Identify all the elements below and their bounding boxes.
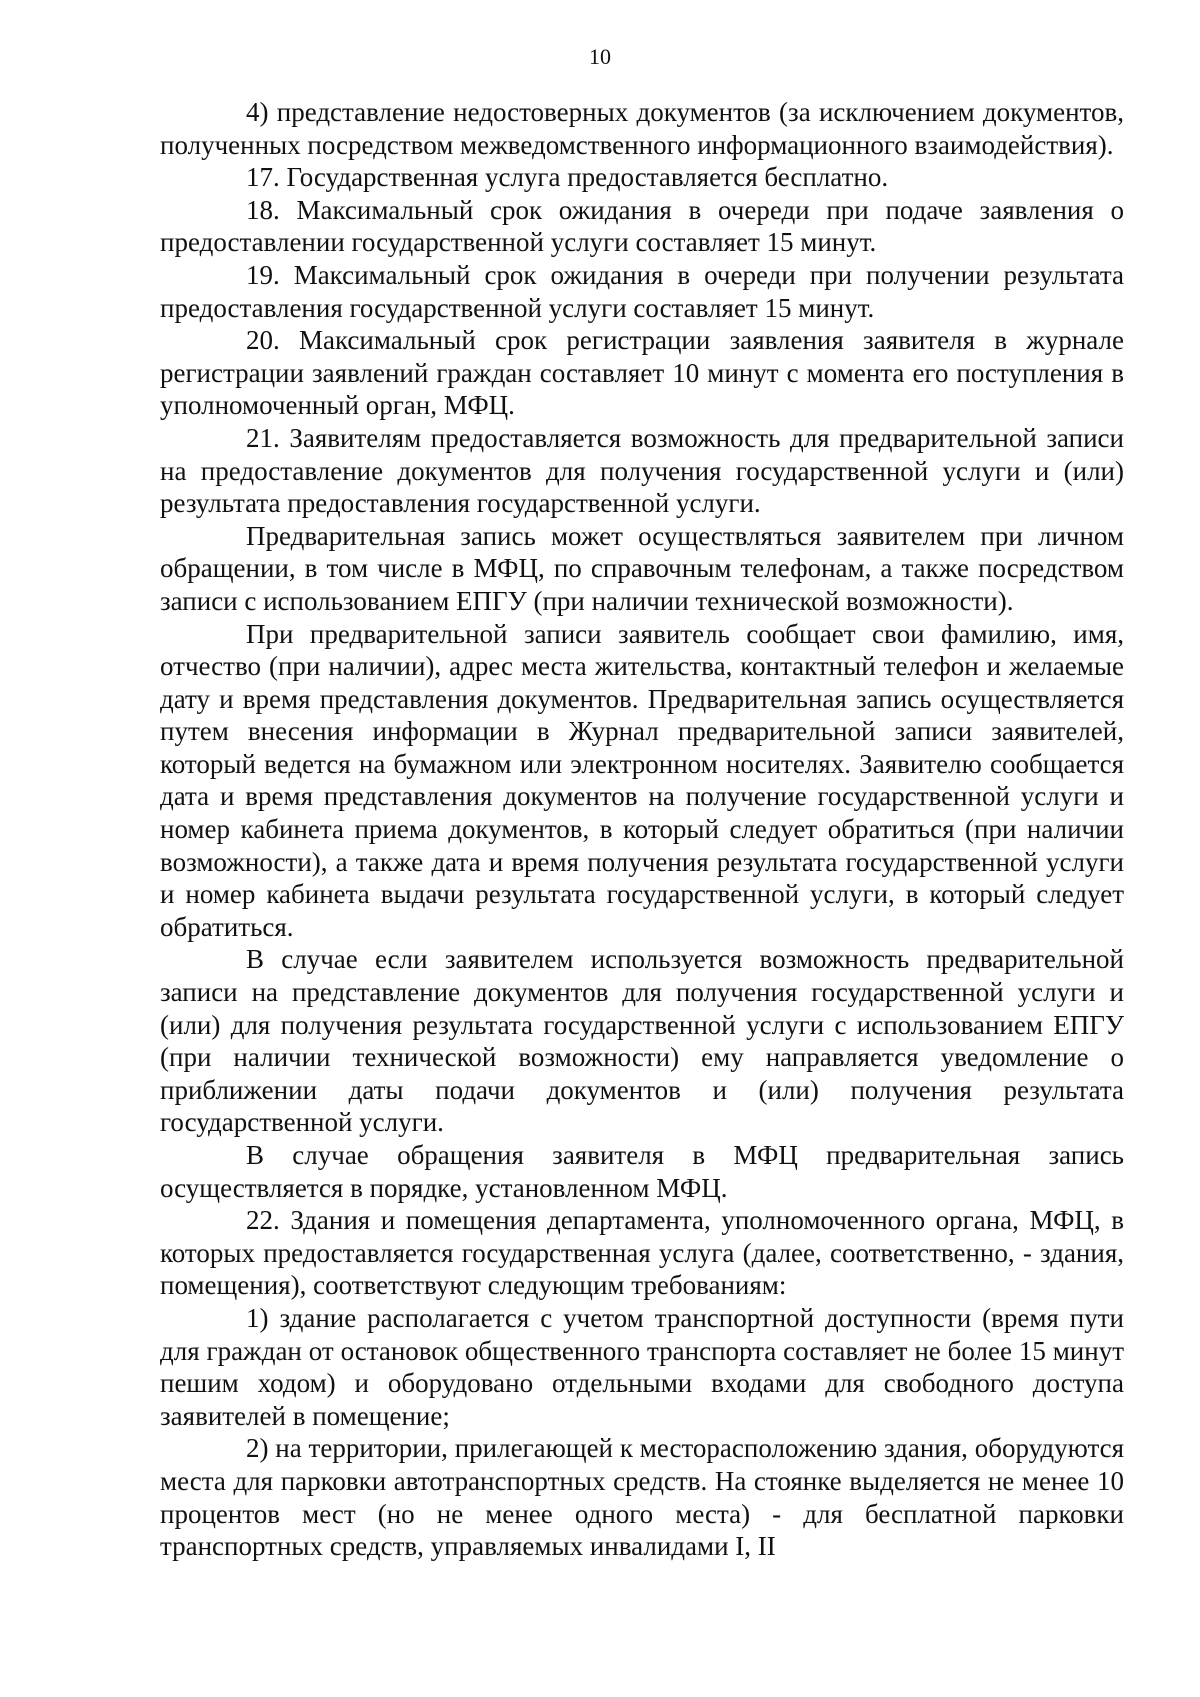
paragraph-pre-registration-procedure: При предварительной записи заявитель сообщает свои фамилию, имя, отчество (при наличии), адрес места жительства, контактный телефон и желаемые дату и время представления документов. Предварительная запись осуществляется путем внесения информации в Журнал предварительной записи заявителей, который ведется на бумажном или электронном носителях. Заявителю сообщается дата и время представления документов на получение государственной услуги и номер кабинета приема документов, в который следует обратиться (при наличии возможности), а также дата и время получения результата государственной услуги и номер кабинета выдачи результата государственной услуги, в который следует обратиться.: [160, 618, 1124, 942]
paragraph-requirement-1: 1) здание располагается с учетом транспортной доступности (время пути для граждан от остановок общественного транспорта составляет не более 15 минут пешим ходом) и оборудовано отдельными входами для свободного доступа заявителей в помещение;: [160, 1302, 1124, 1431]
paragraph-20-registration-time: 20. Максимальный срок регистрации заявления заявителя в журнале регистрации заявлений граждан составляет 10 минут с момента его поступления в уполномоченный орган, МФЦ.: [160, 325, 1124, 421]
paragraph-epgu-notification: В случае если заявителем используется возможность предварительной записи на представление документов для получения государственной услуги и (или) для получения результата государственной услуги с использованием ЕПГУ (при наличии технической возможности) ему направляется уведомление о приближении даты подачи документов и (или) получения результата государственной услуги.: [160, 944, 1124, 1138]
document-body: [160, 96, 1124, 1563]
paragraph-item-4: 4) представление недостоверных документов (за исключением документов, полученных посредством межведомственного информационного взаимодействия).: [160, 97, 1124, 160]
paragraph-pre-registration-methods: Предварительная запись может осуществляться заявителем при личном обращении, в том числе в МФЦ, по справочным телефонам, а также посредством записи с использованием ЕПГУ (при наличии технической возможности).: [160, 520, 1124, 616]
page-number: 10: [589, 44, 611, 69]
paragraph-requirement-2: 2) на территории, прилегающей к месторасположению здания, оборудуются места для парковки автотранспортных средств. На стоянке выделяется не менее 10 процентов мест (но не менее одного места) - для бесплатной парковки транспортных средств, управляемых инвалидами I, II: [160, 1433, 1124, 1562]
paragraph-17-free-service: 17. Государственная услуга предоставляется бесплатно.: [246, 162, 889, 193]
paragraph-21-pre-registration: 21. Заявителям предоставляется возможность для предварительной записи на предоставление документов для получения государственной услуги и (или) результата предоставления государственной услуги.: [160, 422, 1124, 519]
paragraph-18-queue-submission: 18. Максимальный срок ожидания в очереди при подаче заявления о предоставлении государственной услуги составляет 15 минут.: [160, 194, 1124, 258]
paragraph-19-queue-result: 19. Максимальный срок ожидания в очереди при получении результата предоставления государственной услуги составляет 15 минут.: [160, 259, 1124, 323]
paragraph-22-building-requirements: 22. Здания и помещения департамента, уполномоченного органа, МФЦ, в которых предоставляется государственная услуга (далее, соответственно, - здания, помещения), соответствуют следующим требованиям:: [160, 1205, 1124, 1301]
paragraph-mfc-procedure: В случае обращения заявителя в МФЦ предварительная запись осуществляется в порядке, установленном МФЦ.: [160, 1140, 1124, 1203]
